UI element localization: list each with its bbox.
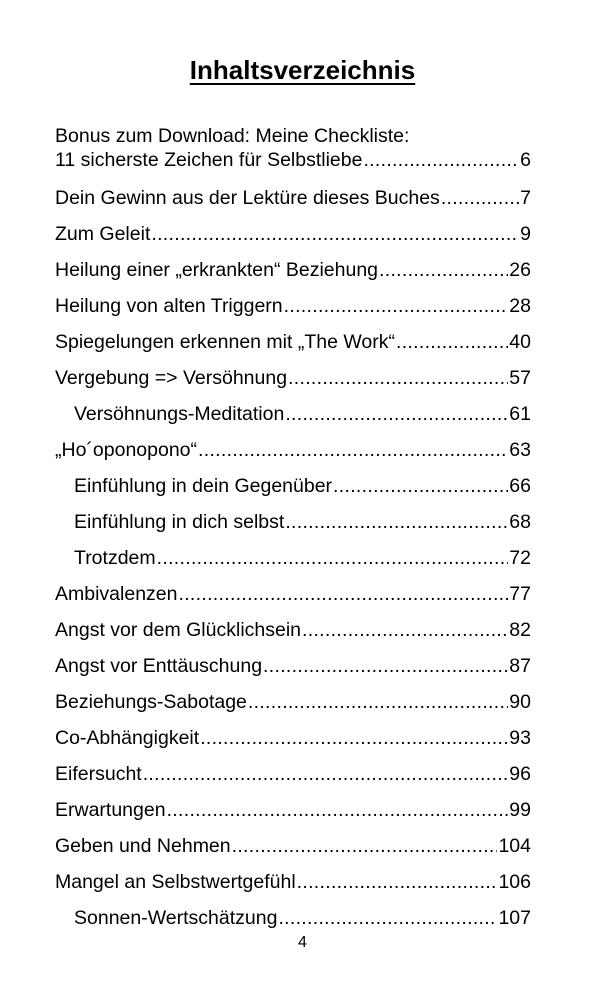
toc-entry[interactable] [55,792,531,828]
dot-leader [178,576,508,612]
toc-entry-label: Geben und Nehmen [55,835,231,857]
toc-entry-label: Dein Gewinn aus der Lektüre dieses Buches [55,187,440,209]
toc-entry[interactable] [55,612,531,648]
dot-leader [285,396,508,432]
dot-leader [297,864,498,900]
toc-entry-page: 93 [509,727,531,749]
toc-entry[interactable] [55,756,531,792]
toc-entry-page: 107 [498,907,531,929]
toc-entry-label: Zum Geleit [55,223,151,245]
toc-entry-page: 99 [509,799,531,821]
toc-entry-page: 66 [509,475,531,497]
dot-leader [285,504,508,540]
toc-entry-page: 63 [509,439,531,461]
toc-entry-label: Eifersucht [55,763,142,785]
toc-entry[interactable] [55,324,531,360]
dot-leader [200,720,508,756]
toc-entry-page: 28 [509,295,531,317]
page-title: Inhaltsverzeichnis [189,55,416,85]
toc-entry-label: Ambivalenzen [55,583,178,605]
toc-entry-label: Einfühlung in dein Gegenüber [74,475,333,497]
dot-leader [379,252,508,288]
toc-entry-label: Trotzdem [74,547,156,569]
toc-entry-label: Erwartungen [55,799,166,821]
dot-leader [278,900,497,936]
toc-entry-label: 11 sicherste Zeichen für Selbstliebe [55,149,363,171]
dot-leader [151,216,519,252]
toc-entry[interactable] [55,432,531,468]
toc-entry-label: Versöhnungs-Meditation [74,403,285,425]
toc-entry-label-line1: Bonus zum Download: Meine Checkliste: [55,125,410,147]
dot-leader [363,148,519,172]
toc-entry-label: Spiegelungen erkennen mit „The Work“ [55,331,395,353]
toc-entry-page: 26 [509,259,531,281]
toc-entry[interactable] [55,360,531,396]
toc-entry-page: 6 [520,149,531,171]
toc-entry-page: 96 [509,763,531,785]
toc-entry-label: Heilung von alten Triggern [55,295,283,317]
toc-entry-label: Heilung einer „erkrankten“ Beziehung [55,259,379,281]
toc-subentry[interactable] [55,540,531,576]
toc-entry-label: Angst vor Enttäuschung [55,655,263,677]
dot-leader [167,792,509,828]
toc-entry-label: Angst vor dem Glücklichsein [55,619,302,641]
toc-entry[interactable] [55,648,531,684]
toc-entry[interactable] [55,864,531,900]
toc-entry[interactable] [55,216,531,252]
toc-entry-label: Beziehungs-Sabotage [55,691,247,713]
toc-entry-page: 57 [509,367,531,389]
dot-leader [396,324,508,360]
toc-entry-label: Mangel an Selbstwertgefühl [55,871,296,893]
toc-entry-page: 61 [509,403,531,425]
dot-leader [232,828,498,864]
dot-leader [248,684,508,720]
toc-subentry[interactable] [55,504,531,540]
toc-subentry[interactable] [55,396,531,432]
toc-entry-page: 90 [509,691,531,713]
dot-leader [143,756,509,792]
toc-entry-page: 77 [509,583,531,605]
toc-entry-page: 9 [520,223,531,245]
toc-entry-page: 82 [509,619,531,641]
toc-entry-label: „Ho´oponopono“ [55,439,198,461]
toc-entry[interactable] [55,252,531,288]
toc-entry[interactable] [55,720,531,756]
toc-subentry[interactable] [55,900,531,936]
toc-entry-page: 87 [509,655,531,677]
toc-entry[interactable] [55,288,531,324]
toc-entry-page: 72 [509,547,531,569]
toc-entry[interactable] [55,684,531,720]
toc-entry[interactable] [55,576,531,612]
dot-leader [284,288,509,324]
dot-leader [288,360,508,396]
table-of-contents [55,120,531,936]
toc-entry-page: 7 [520,187,531,209]
toc-entry-page: 104 [498,835,531,857]
toc-entry-page: 40 [509,331,531,353]
toc-entry-label: Einfühlung in dich selbst [74,511,285,533]
dot-leader [157,540,509,576]
toc-entry-label: Co-Abhängigkeit [55,727,200,749]
toc-entry-label: Vergebung => Versöhnung [55,367,288,389]
toc-entry[interactable] [55,180,531,216]
toc-entry-bonus[interactable] [55,120,531,180]
toc-entry-page: 106 [498,871,531,893]
dot-leader [198,432,508,468]
dot-leader [333,468,508,504]
dot-leader [441,180,519,216]
toc-entry[interactable] [55,828,531,864]
page-number: 4 [298,934,307,951]
toc-entry-page: 68 [509,511,531,533]
toc-subentry[interactable] [55,468,531,504]
dot-leader [302,612,508,648]
dot-leader [263,648,508,684]
toc-entry-label: Sonnen-Wertschätzung [74,907,278,929]
